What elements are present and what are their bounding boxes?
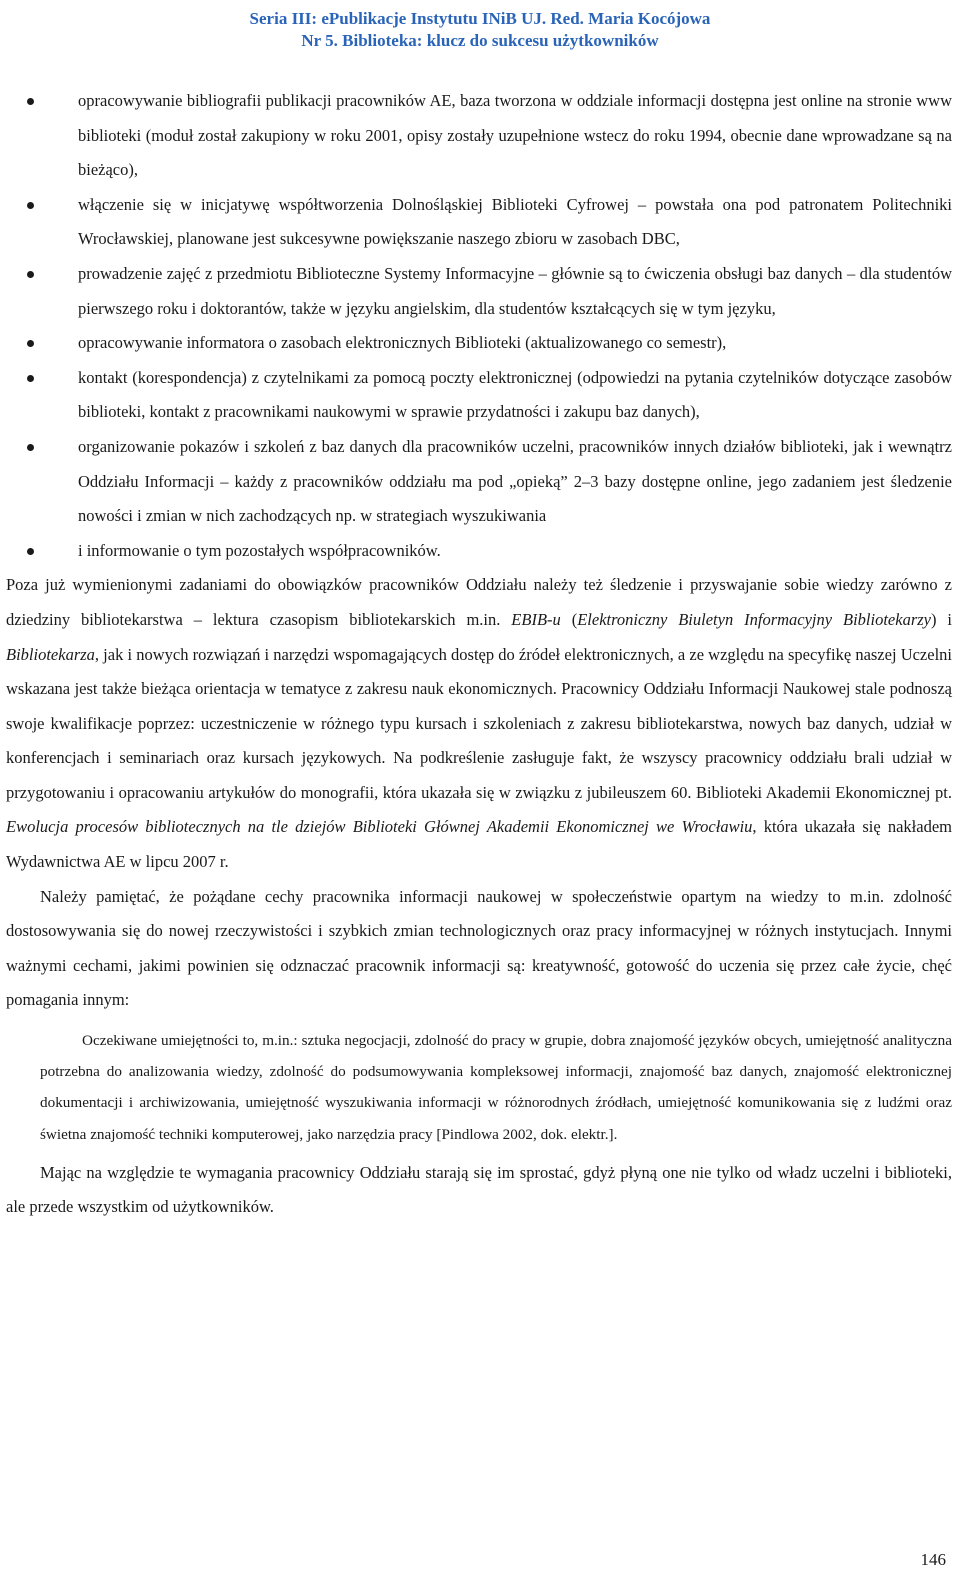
- page-number: 146: [920, 1550, 946, 1569]
- paragraph-qualities: Należy pamiętać, że pożądane cechy pracownika informacji naukowej w społeczeństwie opartym na wiedzy to m.in. zdolność dostosowywania się do nowej rzeczywistości i szybkich zmian technologicznych oraz pracy informacyjnej w różnych instytucjach. Innymi ważnymi cechami, jakimi powinien się odznaczać pracownik informacji są: kreatywność, gotowość do uczenia się przez całe życie, chęć pomagania innym:: [6, 886, 952, 1010]
- monograph-title: Ewolucja procesów bibliotecznych na tle dziejów Biblioteki Głównej Akademii Ekonomicznej we Wrocławiu: [6, 817, 753, 837]
- list-item: opracowywanie informatora o zasobach elektronicznych Biblioteki (aktualizowanego co semestr),: [6, 326, 952, 361]
- ebib-full-title: Elektroniczny Biuletyn Informacyjny Bibliotekarzy: [577, 609, 931, 629]
- bibliotekarz-title: Bibliotekarza: [6, 644, 95, 664]
- list-item: prowadzenie zajęć z przedmiotu Biblioteczne Systemy Informacyjne – głównie są to ćwiczenia obsługi baz danych – dla studentów pierwszego roku i doktorantów, także w języku angielskim, dla studentów kształcących się w tym języku,: [6, 257, 952, 326]
- paragraph-conclusion: Mając na względzie te wymagania pracownicy Oddziału starają się im sprostać, gdyż płyną one nie tylko od władz uczelni i biblioteki, ale przede wszystkim od użytkowników.: [6, 1162, 952, 1217]
- running-header: [0, 8, 960, 52]
- quote-text: sztuka negocjacji, zdolność do pracy w grupie, dobra znajomość języków obcych, umiejętność analityczna potrzebna do analizowania wiedzy, zdolność do podsumowywania kompleksowej informacji, znajomość baz danych, znajomość elektronicznej dokumentacji i archiwizowania, umiejętność wyszukiwania informacji w różnorodnych źródłach, umiejętność komunikowania się z ludźmi oraz świetna znajomość techniki komputerowej, jako narzędzia pracy [Pindlowa 2002, dok. elektr.].: [40, 1032, 952, 1143]
- main-text: [6, 84, 952, 1225]
- list-item: i informowanie o tym pozostałych współpracowników.: [6, 534, 952, 569]
- list-item: włączenie się w inicjatywę współtworzenia Dolnośląskiej Biblioteki Cyfrowej – powstała ona pod patronatem Politechniki Wrocławskiej, planowane jest sukcesywne powiększanie naszego zbioru w zasobach DBC,: [6, 188, 952, 257]
- quote-lead: Oczekiwane umiejętności to, m.in.:: [82, 1032, 298, 1050]
- list-item: opracowywanie bibliografii publikacji pracowników AE, baza tworzona w oddziale informacji dostępna jest online na stronie www biblioteki (moduł został zakupiony w roku 2001, opisy zostały uzupełnione wstecz do roku 1994, obecnie dane wprowadzane są na bieżąco),: [6, 84, 952, 188]
- task-list: [6, 84, 952, 568]
- block-quote: [6, 1025, 952, 1150]
- issue-title: Nr 5. Biblioteka: klucz do sukcesu użytkowników: [301, 31, 659, 50]
- list-item: kontakt (korespondencja) z czytelnikami za pomocą poczty elektronicznej (odpowiedzi na pytania czytelników dotyczące zasobów biblioteki, kontakt z pracownikami naukowymi w sprawie przydatności i zakupu baz danych),: [6, 361, 952, 430]
- paragraph-duties: Poza już wymienionymi zadaniami do obowiązków pracowników Oddziału należy też śledzenie i przyswajanie sobie wiedzy zarówno z dziedziny bibliotekarstwa – lektura czasopism bibliotekarskich m.in. EBIB-u (Elektroniczny Biuletyn Informacyjny Bibliotekarzy) i Bibliotekarza, jak i nowych rozwiązań i narzędzi wspomagających dostęp do źródeł elektronicznych, a ze względu na specyfikę naszej Uczelni wskazana jest także bieżąca orientacja w tematyce z zakresu nauk ekonomicznych. Pracownicy Oddziału Informacji Naukowej stale podnoszą swoje kwalifikacje poprzez: uczestniczenie w różnego typu kursach i szkoleniach z zakresu bibliotekarstwa, nowych baz danych, udział w konferencjach i seminariach oraz kursach językowych. Na podkreślenie zasługuje fakt, że wszyscy pracownicy oddziału brali udział w przygotowaniu i opracowaniu artykułów do monografii, która ukazała się w związku z jubileuszem 60. Biblioteki Akademii Ekonomicznej pt. Ewolucja procesów bibliotecznych na tle dziejów Biblioteki Głównej Akademii Ekonomicznej we Wrocławiu, która ukazała się nakładem Wydawnictwa AE w lipcu 2007 r.: [6, 575, 952, 872]
- list-item: organizowanie pokazów i szkoleń z baz danych dla pracowników uczelni, pracowników innych działów biblioteki, jak i wewnątrz Oddziału Informacji – każdy z pracowników oddziału ma pod „opieką” 2–3 bazy dostępne online, jego zadaniem jest śledzenie nowości i zmian w nich zachodzących np. w strategiach wyszukiwania: [6, 430, 952, 534]
- series-title: Seria III: ePublikacje Instytutu INiB UJ. Red. Maria Kocójowa: [249, 9, 711, 28]
- ebib-title: EBIB-u: [511, 609, 561, 629]
